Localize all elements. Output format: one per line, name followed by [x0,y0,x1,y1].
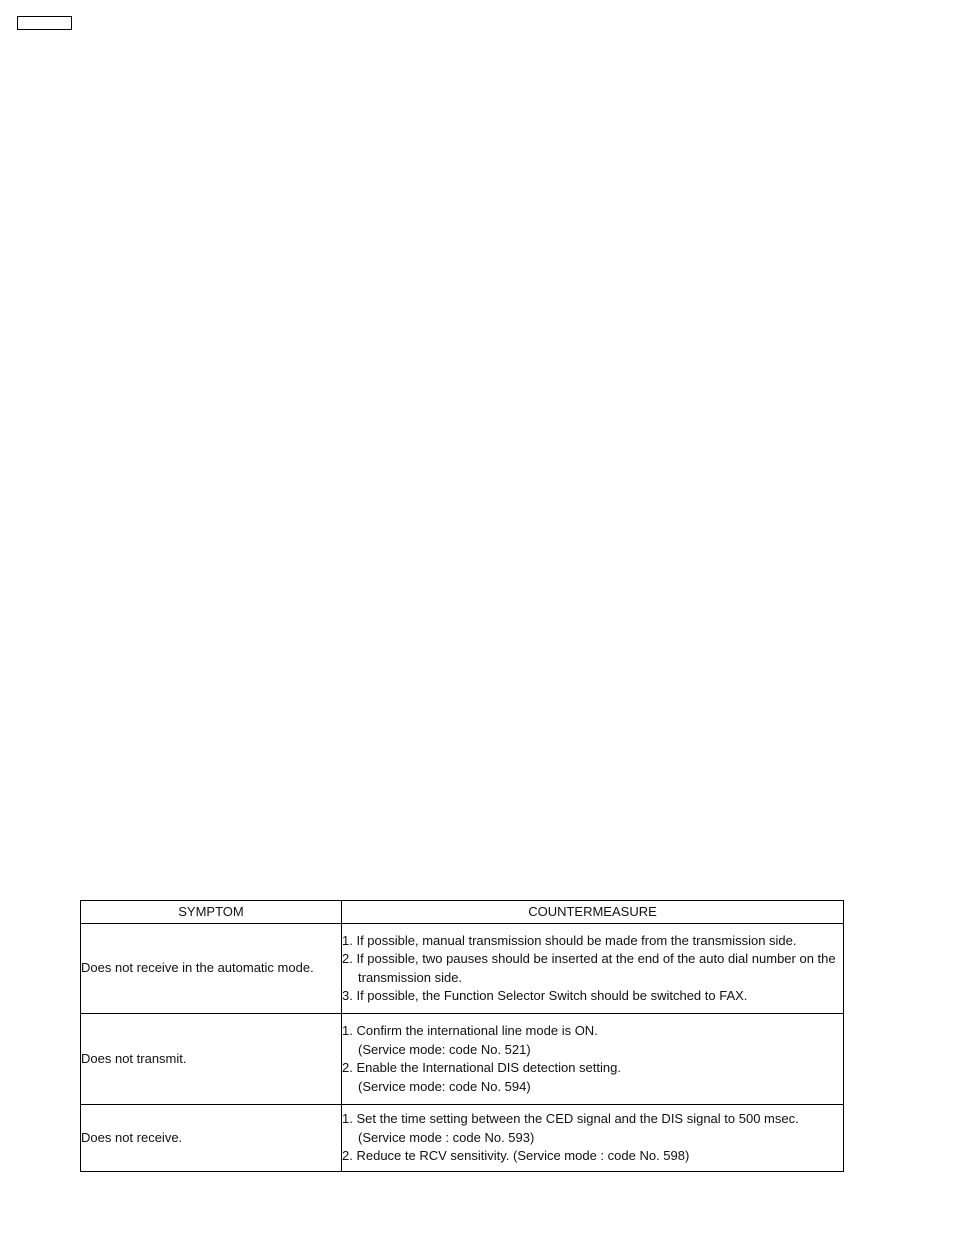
countermeasure-step [342,1059,843,1096]
table-header-row [81,901,844,924]
countermeasure-cell [342,1105,844,1172]
step-text: Set the time setting between the CED signal and the DIS signal to 500 msec. [356,1111,799,1127]
service-mode-note: (Service mode: code No. 594) [358,1078,531,1094]
symptom-cell: Does not transmit. [81,1014,342,1105]
countermeasure-step [342,1147,843,1166]
step-number: 3. [342,988,353,1003]
step-number: 2. [342,951,353,966]
step-text: If possible, manual transmission should be made from the transmission side. [356,932,797,948]
countermeasure-list [342,932,843,1006]
page-tag-box [17,16,72,30]
troubleshooting-table [80,900,844,1172]
service-mode-note: (Service mode: code No. 521) [358,1041,531,1057]
countermeasure-header: COUNTERMEASURE [342,901,844,924]
step-text: Confirm the international line mode is ON. [356,1023,598,1038]
step-number: 1. [342,1111,353,1127]
countermeasure-step [342,1022,843,1059]
countermeasure-step [342,1110,843,1147]
symptom-header: SYMPTOM [81,901,342,924]
step-text: If possible, the Function Selector Switch should be switched to FAX. [356,988,748,1003]
symptom-cell: Does not receive in the automatic mode. [81,924,342,1014]
countermeasure-cell [342,924,844,1014]
service-mode-note: (Service mode : code No. 593) [358,1129,535,1145]
countermeasure-step [342,932,843,951]
countermeasure-cell [342,1014,844,1105]
step-number: 1. [342,1023,353,1038]
step-number: 2. [342,1148,353,1164]
step-text: Reduce te RCV sensitivity. (Service mode : code No. 598) [356,1148,690,1164]
table-row [81,1105,844,1172]
countermeasure-step [342,950,843,987]
symptom-cell: Does not receive. [81,1105,342,1172]
countermeasure-step [342,987,843,1006]
table-row [81,924,844,1014]
step-number: 1. [342,932,353,948]
step-text: If possible, two pauses should be inserted at the end of the auto dial number on the transmission side. [356,951,836,985]
table-row [81,1014,844,1105]
step-text: Enable the International DIS detection setting. [356,1060,621,1075]
step-number: 2. [342,1060,353,1075]
countermeasure-list [342,1022,843,1096]
countermeasure-list [342,1110,843,1166]
